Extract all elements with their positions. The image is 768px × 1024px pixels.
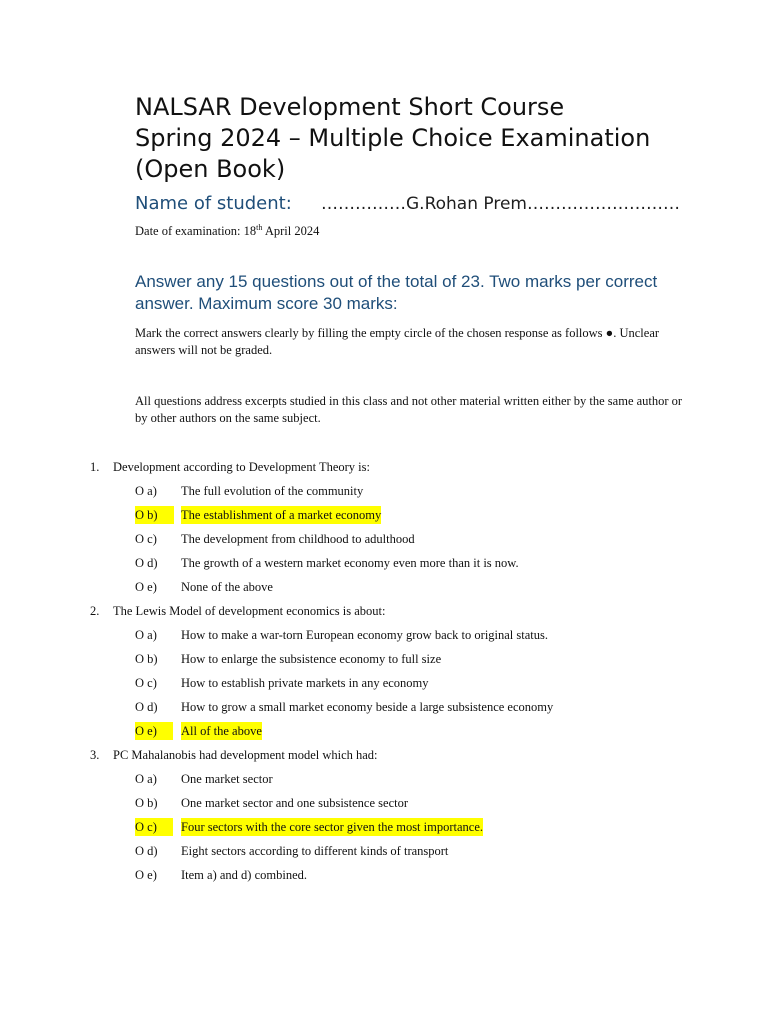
- answer-option-selected[interactable]: [0, 506, 768, 530]
- answer-option[interactable]: [0, 554, 768, 578]
- option-text: How to make a war-torn European economy grow back to original status.: [181, 628, 549, 642]
- question-2: [0, 602, 768, 626]
- answer-option[interactable]: [0, 626, 768, 650]
- option-radio-mark[interactable]: O a): [135, 772, 157, 786]
- option-text: The establishment of a market economy: [181, 508, 382, 522]
- answer-option[interactable]: [0, 866, 768, 890]
- option-radio-mark[interactable]: O a): [135, 628, 157, 642]
- option-text: One market sector: [181, 772, 273, 786]
- question-number: 2.: [90, 604, 100, 618]
- question-1: [0, 458, 768, 482]
- answer-option[interactable]: [0, 674, 768, 698]
- option-radio-mark[interactable]: O b): [135, 652, 158, 666]
- option-radio-mark[interactable]: O a): [135, 484, 157, 498]
- option-radio-mark[interactable]: O d): [135, 700, 158, 714]
- option-text: One market sector and one subsistence sector: [181, 796, 409, 810]
- option-text: How to establish private markets in any economy: [181, 676, 429, 690]
- option-radio-mark[interactable]: O c): [135, 676, 157, 690]
- option-radio-mark[interactable]: O c): [135, 532, 157, 546]
- title-line-2: Spring 2024 – Multiple Choice Examination: [135, 124, 651, 152]
- option-text: All of the above: [181, 724, 262, 738]
- answer-option[interactable]: [0, 530, 768, 554]
- option-radio-mark[interactable]: O e): [135, 868, 157, 882]
- option-text: Eight sectors according to different kinds of transport: [181, 844, 449, 858]
- answer-option[interactable]: [0, 650, 768, 674]
- option-text: The growth of a western market economy even more than it is now.: [181, 556, 519, 570]
- option-radio-mark[interactable]: O d): [135, 556, 158, 570]
- option-radio-mark[interactable]: O b): [135, 506, 174, 524]
- marking-instructions: Mark the correct answers clearly by filling the empty circle of the chosen response as follows ●. Unclear answers will not be graded.: [135, 326, 660, 357]
- student-name-label: Name of student:: [135, 193, 292, 214]
- question-3: [0, 746, 768, 770]
- answer-option-selected[interactable]: [0, 722, 768, 746]
- title-line-3: (Open Book): [135, 155, 286, 183]
- answer-option[interactable]: [0, 482, 768, 506]
- answer-option[interactable]: [0, 770, 768, 794]
- scope-note: All questions address excerpts studied in this class and not other material written either by the same author or by other authors on the same subject.: [135, 394, 683, 425]
- answer-option-selected[interactable]: [0, 818, 768, 842]
- option-radio-mark[interactable]: O d): [135, 844, 158, 858]
- title-line-1: NALSAR Development Short Course: [135, 93, 565, 121]
- question-text: The Lewis Model of development economics is about:: [113, 604, 386, 618]
- option-text: None of the above: [181, 580, 273, 594]
- question-number: 1.: [90, 460, 100, 474]
- question-text: PC Mahalanobis had development model which had:: [113, 748, 378, 762]
- option-text: Item a) and d) combined.: [181, 868, 307, 882]
- option-text: The development from childhood to adulthood: [181, 532, 415, 546]
- answer-option[interactable]: [0, 698, 768, 722]
- question-number: 3.: [90, 748, 100, 762]
- exam-title: [135, 92, 735, 185]
- option-radio-mark[interactable]: O e): [135, 722, 173, 740]
- option-text: How to enlarge the subsistence economy to full size: [181, 652, 442, 666]
- instructions-heading: Answer any 15 questions out of the total of 23. Two marks per correct answer. Maximum score 30 marks:: [135, 272, 658, 313]
- date-suffix: April 2024: [262, 224, 320, 238]
- answer-option[interactable]: [0, 578, 768, 602]
- date-prefix: Date of examination: 18: [135, 224, 257, 238]
- date-ordinal: th: [256, 222, 263, 232]
- option-radio-mark[interactable]: O b): [135, 796, 158, 810]
- question-list: [0, 458, 768, 890]
- option-text: The full evolution of the community: [181, 484, 364, 498]
- answer-option[interactable]: [0, 842, 768, 866]
- answer-option[interactable]: [0, 794, 768, 818]
- question-text: Development according to Development Theory is:: [113, 460, 370, 474]
- option-radio-mark[interactable]: O e): [135, 580, 157, 594]
- option-text: How to grow a small market economy beside a large subsistence economy: [181, 700, 554, 714]
- student-name-row: [135, 193, 680, 214]
- exam-date: [135, 224, 319, 239]
- option-radio-mark[interactable]: O c): [135, 818, 173, 836]
- student-name-value: ……………G.Rohan Prem………………………: [321, 194, 680, 214]
- option-text: Four sectors with the core sector given the most importance.: [181, 820, 484, 834]
